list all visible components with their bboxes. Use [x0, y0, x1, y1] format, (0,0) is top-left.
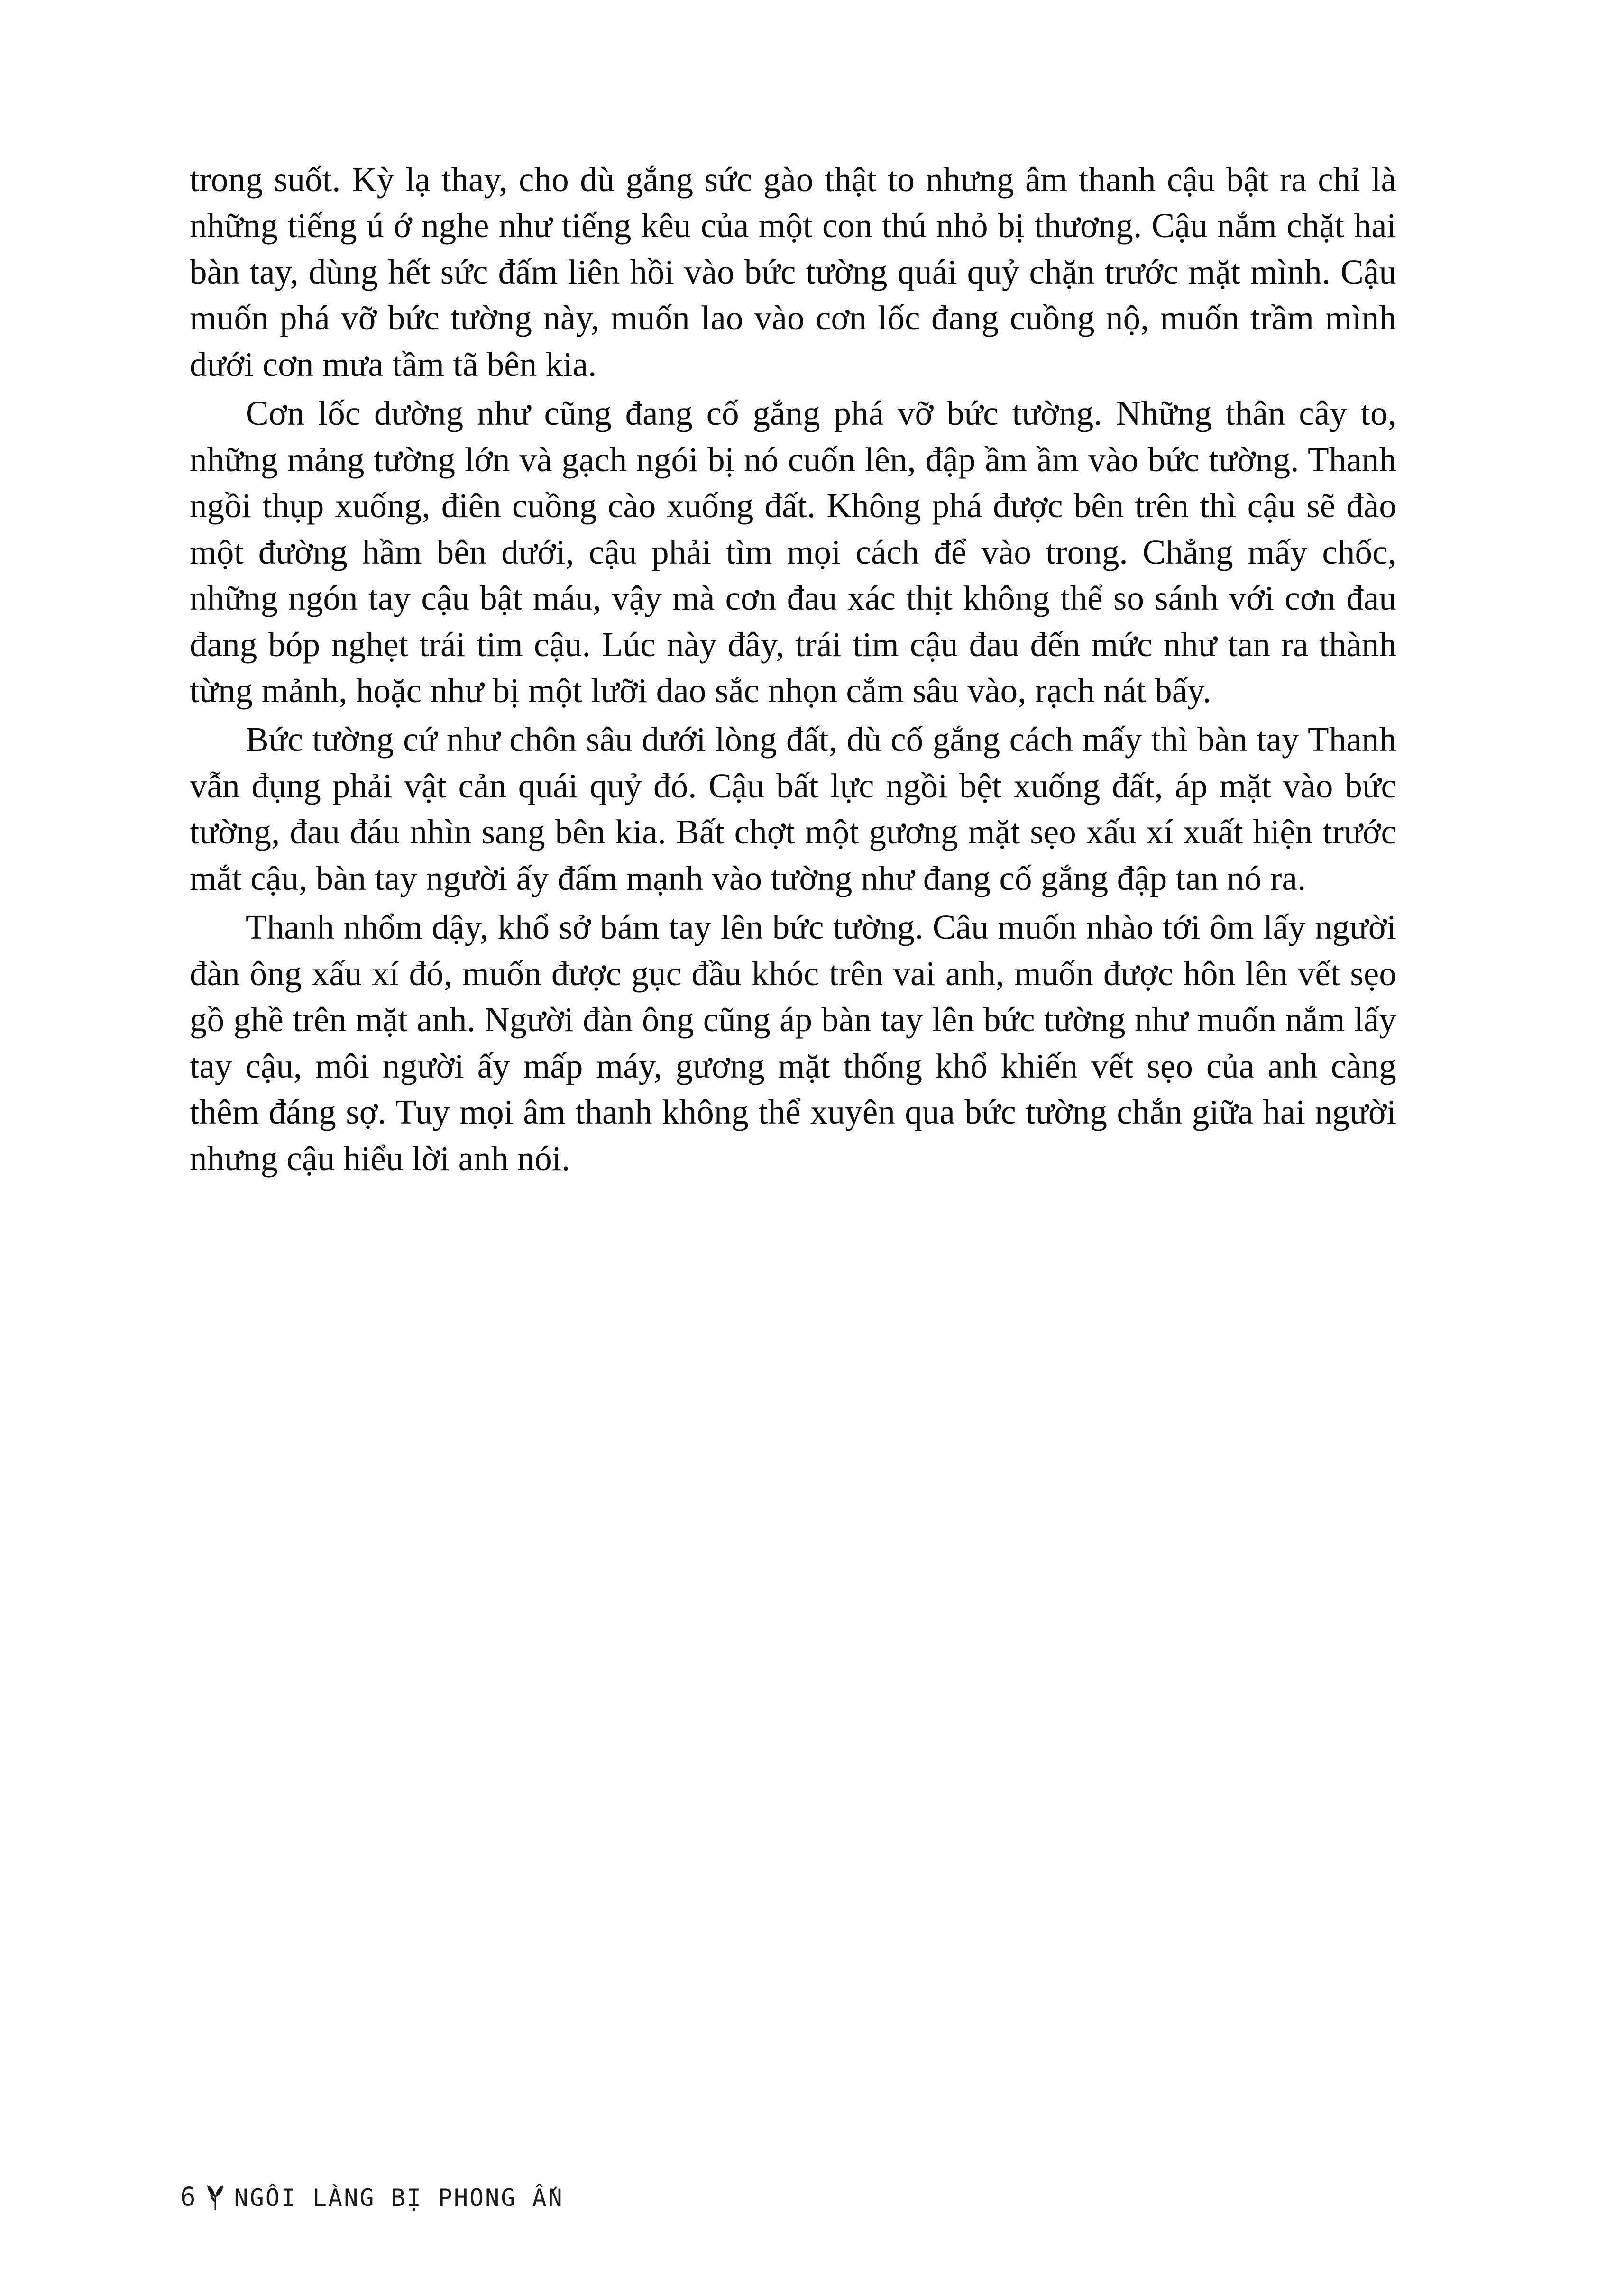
leaf-ornament-icon — [205, 2183, 226, 2210]
page-body-text — [190, 156, 1396, 1184]
paragraph: Cơn lốc dường như cũng đang cố gắng phá vỡ bức tường. Những thân cây to, những mảng tường lớn và gạch ngói bị nó cuốn lên, đập ầm ầm vào bức tường. Thanh ngồi thụp xuống, điên cuồng cào xuống đất. Không phá được bên trên thì cậu sẽ đào một đường hầm bên dưới, cậu phải tìm mọi cách để vào trong. Chẳng mấy chốc, những ngón tay cậu bật máu, vậy mà cơn đau xác thịt không thể so sánh với cơn đau đang bóp nghẹt trái tim cậu. Lúc này đây, trái tim cậu đau đến mức như tan ra thành từng mảnh, hoặc như bị một lưỡi dao sắc nhọn cắm sâu vào, rạch nát bấy. — [190, 394, 1396, 710]
paragraph: trong suốt. Kỳ lạ thay, cho dù gắng sức gào thật to nhưng âm thanh cậu bật ra chỉ là những tiếng ú ớ nghe như tiếng kêu của một con thú nhỏ bị thương. Cậu nắm chặt hai bàn tay, dùng hết sức đấm liên hồi vào bức tường quái quỷ chặn trước mặt mình. Cậu muốn phá vỡ bức tường này, muốn lao vào cơn lốc đang cuồng nộ, muốn trầm mình dưới cơn mưa tầm tã bên kia. — [190, 160, 1396, 384]
page-footer — [180, 2183, 564, 2210]
paragraph: Bức tường cứ như chôn sâu dưới lòng đất, dù cố gắng cách mấy thì bàn tay Thanh vẫn đụng phải vật cản quái quỷ đó. Cậu bất lực ngồi bệt xuống đất, áp mặt vào bức tường, đau đáu nhìn sang bên kia. Bất chợt một gương mặt sẹo xấu xí xuất hiện trước mắt cậu, bàn tay người ấy đấm mạnh vào tường như đang cố gắng đập tan nó ra. — [190, 720, 1396, 897]
page-number: 6 — [180, 2182, 196, 2212]
running-title: NGÔI LÀNG BỊ PHONG ẤN — [234, 2184, 564, 2212]
paragraph: Thanh nhổm dậy, khổ sở bám tay lên bức tường. Câu muốn nhào tới ôm lấy người đàn ông xấu xí đó, muốn được gục đầu khóc trên vai anh, muốn được hôn lên vết sẹo gồ ghề trên mặt anh. Người đàn ông cũng áp bàn tay lên bức tường như muốn nắm lấy tay cậu, môi người ấy mấp máy, gương mặt thống khổ khiến vết sẹo của anh càng thêm đáng sợ. Tuy mọi âm thanh không thể xuyên qua bức tường chắn giữa hai người nhưng cậu hiểu lời anh nói. — [190, 908, 1396, 1178]
